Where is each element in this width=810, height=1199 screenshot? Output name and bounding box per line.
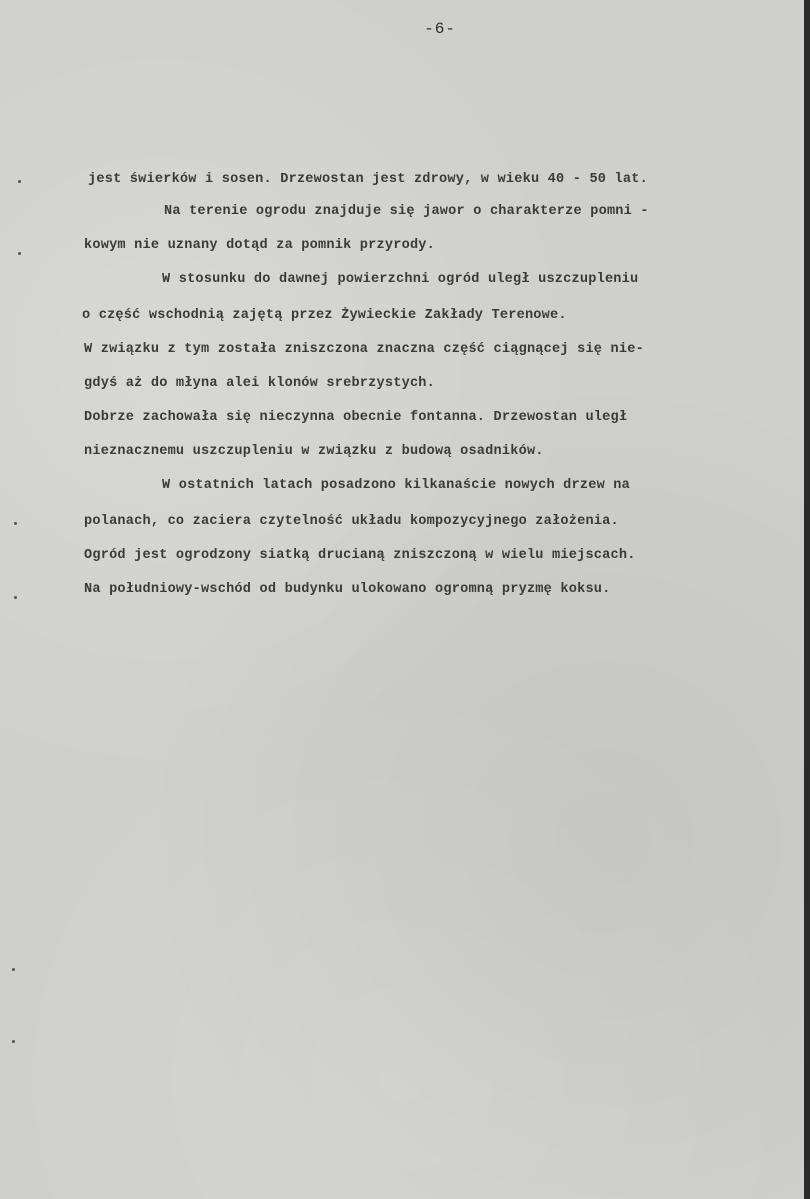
text-line-4: W stosunku do dawnej powierzchni ogród uległ uszczupleniu [162, 272, 639, 287]
text-line-3: kowym nie uznany dotąd za pomnik przyrody. [84, 238, 436, 253]
text-line-13: Na południowy-wschód od budynku ulokowano ogromną pryzmę koksu. [84, 582, 611, 597]
text-line-10: W ostatnich latach posadzono kilkanaście nowych drzew na [162, 478, 631, 493]
text-line-12: Ogród jest ogrodzony siatką drucianą zniszczoną w wielu miejscach. [84, 548, 636, 563]
margin-mark [14, 596, 17, 599]
text-line-2: Na terenie ogrodu znajduje się jawor o charakterze pomni - [164, 204, 649, 219]
text-line-1: jest świerków i sosen. Drzewostan jest zdrowy, w wieku 40 - 50 lat. [88, 172, 648, 187]
margin-mark [12, 968, 15, 971]
text-line-6: W związku z tym została zniszczona znaczna część ciągnącej się nie- [84, 342, 644, 357]
text-line-9: nieznacznemu uszczupleniu w związku z budową osadników. [84, 444, 544, 459]
margin-mark [12, 1040, 15, 1043]
text-line-8: Dobrze zachowała się nieczynna obecnie fontanna. Drzewostan uległ [84, 410, 628, 425]
text-line-7: gdyś aż do młyna alei klonów srebrzystych. [84, 376, 436, 391]
page-edge-shadow [804, 0, 810, 1199]
margin-mark [18, 252, 21, 255]
page-number: -6- [424, 20, 456, 38]
margin-mark [18, 180, 21, 183]
text-line-11: polanach, co zaciera czytelność układu kompozycyjnego założenia. [84, 514, 619, 529]
margin-mark [14, 522, 17, 525]
text-line-5: o część wschodnią zajętą przez Żywieckie Zakłady Terenowe. [82, 308, 567, 323]
